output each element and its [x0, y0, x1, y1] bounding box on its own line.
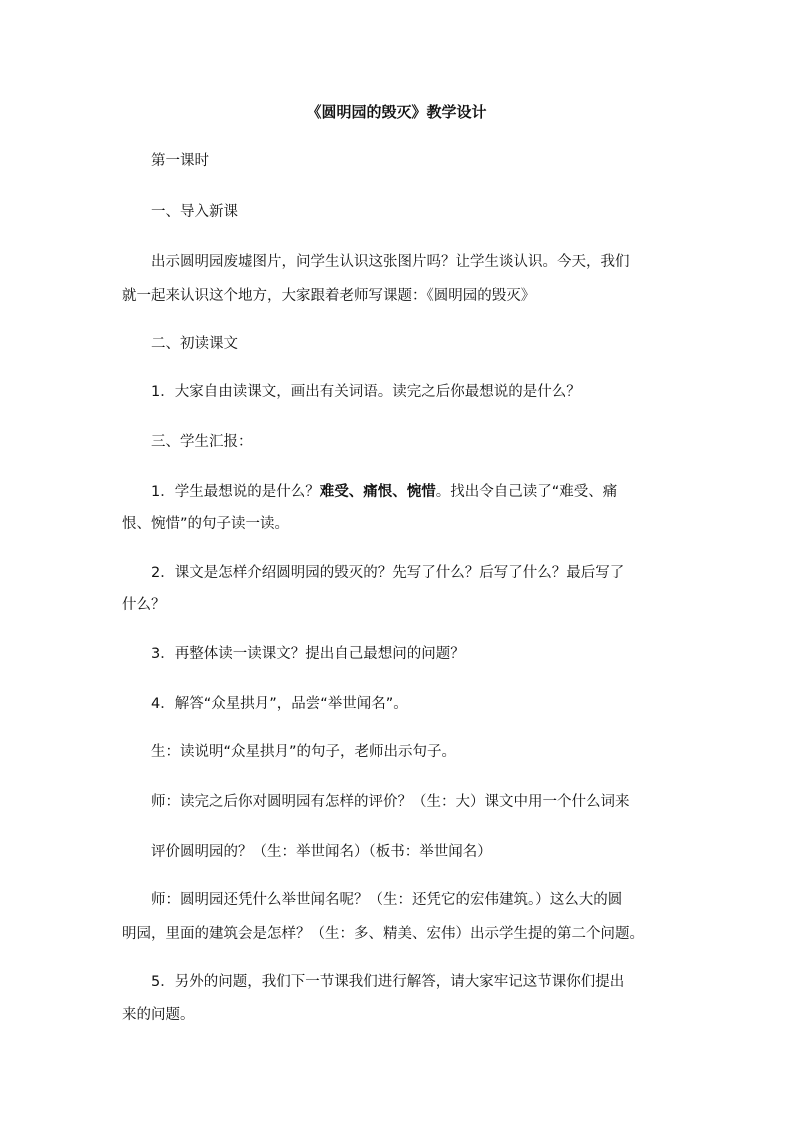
section2-heading-text: 二、初读课文	[151, 336, 238, 352]
section3-student1	[122, 741, 678, 763]
section3-teacher2-line1	[122, 889, 678, 911]
section3-teacher2-line2: 明园，里面的建筑会是怎样？（生：多、精美、宏伟）出示学生提的第二个问题。	[122, 926, 644, 942]
section3-item1-suffix: 。找出令自己读了“难受、痛	[435, 484, 618, 500]
section1-paragraph-line2: 就一起来认识这个地方，大家跟着老师写课题：《圆明园的毁灭》	[122, 288, 536, 304]
section1-heading	[122, 201, 678, 223]
section3-item2-line2: 什么？	[122, 597, 166, 613]
section3-item1-line1	[122, 481, 678, 503]
section3-student1-text: 生：读说明“众星拱月”的句子，老师出示句子。	[151, 744, 457, 760]
section2-item1-text: 1．大家自由读课文，画出有关词语。读完之后你最想说的是什么？	[151, 384, 581, 400]
section3-item1-emphasis: 难受、痛恨、惋惜	[319, 484, 436, 500]
section3-item1-line2: 恨、惋惜”的句子读一读。	[122, 516, 290, 532]
section1-paragraph-line1-text: 出示圆明园废墟图片，问学生认识这张图片吗？让学生谈认识。今天，我们	[151, 254, 630, 270]
section3-heading	[122, 431, 678, 453]
section2-item1	[122, 381, 678, 403]
section3-teacher1-line1-text: 师：读完之后你对圆明园有怎样的评价？（生：大）课文中用一个什么词来	[151, 794, 630, 810]
section3-teacher1-line2	[122, 841, 678, 863]
section3-teacher1-line2-text: 评价圆明园的？（生：举世闻名）（板书：举世闻名）	[151, 844, 492, 860]
section3-item2-line1	[122, 562, 678, 584]
section3-item5-line2: 来的问题。	[122, 1007, 195, 1023]
section3-item5-line1	[122, 971, 678, 993]
section1-heading-text: 一、导入新课	[151, 204, 238, 220]
section3-item3-text: 3．再整体读一读课文？提出自己最想问的问题？	[151, 646, 465, 662]
section3-item2-line1-text: 2．课文是怎样介绍圆明园的毁灭的？先写了什么？后写了什么？最后写了	[151, 565, 625, 581]
document-title: 《圆明园的毁灭》教学设计	[306, 103, 487, 121]
section3-item4-text: 4．解答“众星拱月”，品尝“举世闻名”。	[151, 696, 408, 712]
section3-item1-prefix: 1．学生最想说的是什么？	[151, 484, 320, 500]
lesson-label	[122, 150, 678, 172]
section1-paragraph-line1	[122, 251, 678, 273]
section3-heading-text: 三、学生汇报：	[151, 434, 253, 450]
section3-item3	[122, 643, 678, 665]
section3-teacher2-line1-text: 师：圆明园还凭什么举世闻名呢？（生：还凭它的宏伟建筑。）这么大的圆	[151, 892, 623, 908]
lesson-label-text: 第一课时	[151, 153, 209, 169]
section2-heading	[122, 333, 678, 355]
section3-teacher1-line1	[122, 791, 678, 813]
section3-item4	[122, 693, 678, 715]
section3-item5-line1-text: 5．另外的问题，我们下一节课我们进行解答，请大家牢记这节课你们提出	[151, 974, 625, 990]
